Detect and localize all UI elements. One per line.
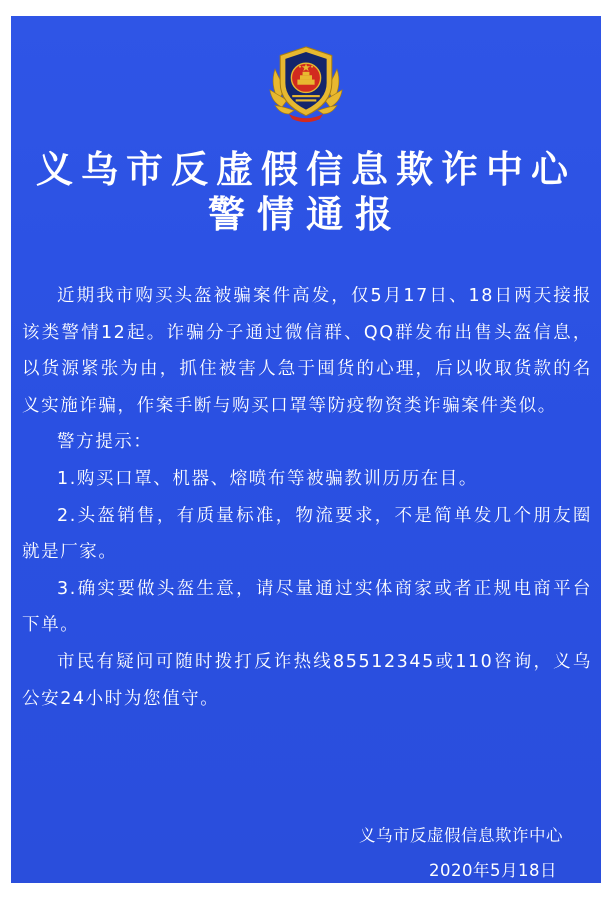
notice-paragraph: 市民有疑问可随时拨打反诈热线85512345或110咨询，义乌公安24小时为您值守。 [22, 651, 592, 709]
notice-paragraph: 1.购买口罩、机器、熔喷布等被骗教训历历在目。 [57, 468, 478, 489]
notice-title-line2: 警情通报 [208, 192, 404, 236]
notice-body [22, 278, 592, 717]
notice-poster [11, 16, 601, 883]
notice-paragraph: 3.确实要做头盔生意，请尽量通过实体商家或者正规电商平台下单。 [22, 578, 592, 636]
notice-paragraph: 2.头盔销售，有质量标准，物流要求，不是简单发几个朋友圈就是厂家。 [22, 505, 592, 563]
police-emblem-icon [263, 40, 349, 126]
signature-organization: 义乌市反虚假信息欺诈中心 [359, 826, 563, 845]
notice-title-line1: 义乌市反虚假信息欺诈中心 [36, 147, 576, 191]
signature-date: 2020年5月18日 [429, 861, 557, 880]
notice-paragraph: 近期我市购买头盔被骗案件高发，仅5月17日、18日两天接报该类警情12起。诈骗分子通过微信群、QQ群发布出售头盔信息，以货源紧张为由，抓住被害人急于囤货的心理，后以收取货款的名义实施诈骗，作案手断与购买口罩等防疫物资类诈骗案件类似。 [22, 286, 592, 416]
notice-paragraph: 警方提示： [57, 432, 153, 453]
